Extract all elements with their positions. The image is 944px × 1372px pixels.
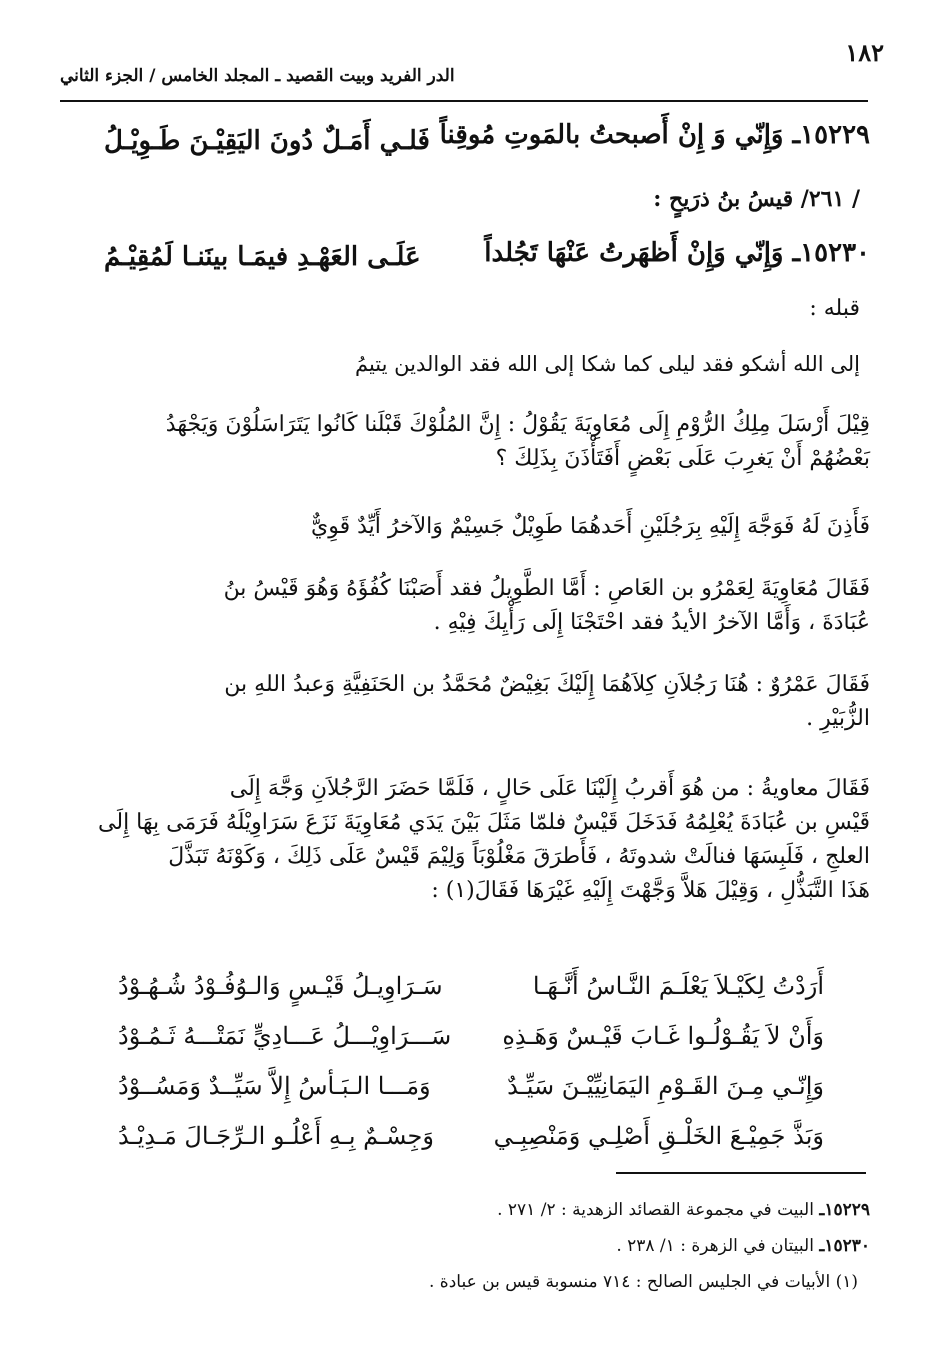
poem-line-2-second: سَـــرَاوِيْـــلُ عَـــادِيٍّ نَمَتْـــهُ ثَـمُـوْدُ (118, 1022, 452, 1050)
paragraph-4 (74, 668, 870, 736)
footnote-1 (497, 1200, 870, 1220)
text-line: الزُّبَيْرِ . (806, 706, 870, 731)
poem-line-2-first: وَأَنْ لاَ يَقُـوْلُـوا غَـابَ قَيْـسٌ وَهَـذِهِ (502, 1022, 824, 1050)
verse-15229-second: فَلـي أَمَـلٌ دُونَ اليَقِيْـنَ طَـوِيْـلُ (104, 126, 430, 156)
footnote-text: البيت في مجموعة القصائد الزهدية : ٢/ ٢٧١ . (497, 1200, 814, 1220)
paragraph-1 (74, 408, 870, 476)
prior-verse: إلى الله أشكو فقد ليلى كما شكا إلى الله فقد الوالدين يتيمُ (354, 352, 860, 376)
footnote-number: (١) (835, 1272, 858, 1292)
text-line: قِيْلَ أَرْسَلَ مِلِكُ الرُّوْمِ إِلَى مُعَاوِيَةَ يَقُوْلُ : إِنَّ المُلُوْكَ قَبْلَنا كَانُوا يَتَرَاسَلُوْنَ وَيَجْهَدُ (165, 412, 870, 437)
footnote-3 (429, 1272, 858, 1292)
text-line: فَأَذِنَ لَهُ فَوَجَّهَ إِلَيْهِ بِرَجُلَيْنِ أَحَدهُمَا طَوِيْلٌ جَسِيْمٌ وَالآخرُ أَيِّدٌ قَوِيٌّ (310, 514, 870, 539)
verse-number: ١٥٢٢٩ـ (792, 120, 870, 150)
text-line: عُبَادَةَ ، وَأَمَّا الآخرُ الأيدُ فقد احْتَجْنَا إِلَى رَأْيِكَ فِيْهِ . (433, 610, 870, 635)
section-heading: / ٢٦١/ قيسُ بنُ ذرَيحٍ : (653, 186, 860, 212)
verse-15230-second: عَلَـى العَهْـدِ فيمَـا بينَنـا لَمُقِيْـمُ (104, 242, 421, 272)
poem-line-4-second: وَجِسْـمٌ بِـهِ أَعْلُـو الـرِّجَـالَ مَـدِيْـدُ (118, 1122, 434, 1150)
footnote-rule (616, 1172, 866, 1174)
paragraph-3 (74, 572, 870, 640)
text-line: فَقَالَ عَمْرُوٌ : هُنَا رَجُلاَنِ كِلاَهُمَا إِلَيْكَ بَغِيْضٌ مُحَمَّدُ بن الحَنَفِيَّةِ وَعبدُ اللهِ بن (224, 672, 870, 697)
poem-line-3-second: وَمَـــا الـبَـأسُ إِلاَّ سَيِّــدٌ وَمَسُــوْدُ (118, 1072, 431, 1100)
poem-line-1-second: سَـرَاوِيـلُ قَيْـسٍ وَالـوُفُـوْدُ شُـهُـوْدُ (118, 972, 443, 1000)
verse-number: ١٥٢٣٠ـ (792, 238, 870, 268)
text-line: فَقَالَ معاويةُ : من هُوَ أَقربُ إِلَيْنَا عَلَى حَالٍ ، فَلَمَّا حَضَرَ الرَّجُلاَنِ وَجَّهَ إِلَى (229, 776, 870, 801)
poem-line-4-first: وَبَذَّ جَمِيْـعَ الخَلْـقِ أَصْلِـي وَمَنْصِبِـي (493, 1122, 824, 1150)
paragraph-5 (74, 772, 870, 908)
text-line: قَيْسِ بن عُبَادَةَ يُعْلِمُهُ فَدَخَلَ قَيْسٌ فلمّا مَثَلَ بَيْنَ يَدَي مُعَاوِيَةَ نَزَعَ سَرَاوِيْلَهُ فَرَمَى بِهَا إِلَى (98, 810, 870, 835)
footnote-text: الأبيات في الجليس الصالح : ٧١٤ منسوبة قيس بن عبادة . (428, 1272, 831, 1292)
qablahu-label: قبله : (809, 296, 860, 321)
text-line: فَقَالَ مُعَاوِيَةَ لِعَمْرُو بن العَاصِ : أَمَّا الطَّوِيلُ فقد أَصَبْنَا كُفُؤَهُ وَهُوَ قَيْسُ بنُ (223, 576, 870, 601)
footnote-2 (616, 1236, 870, 1256)
running-title: الدر الفريد وبيت القصيد ـ المجلد الخامس / الجزء الثاني (60, 66, 455, 86)
verse-15230-first (484, 238, 870, 268)
poem-line-1-first: أَرَدْتُ لِكَيْـلاَ يَعْلَـمَ النَّـاسُ أَنَّـهَـا (532, 972, 824, 1000)
hemistich-first: وَإِنّي وَ إِنْ أَصبحتُ بالمَوتِ مُوقِناً (439, 120, 784, 150)
hemistich-first: وَإِنّي وَإِنْ أَظهَرتُ عَنْهَا تَجُلداً (484, 238, 784, 268)
paragraph-2 (74, 510, 870, 544)
verse-15229-first (440, 120, 870, 150)
footnote-text: البيتان في الزهرة : ١/ ٢٣٨ . (616, 1236, 814, 1256)
poem-line-3-first: وَإِنّـي مِـنَ القَـوْمِ اليَمَانِيِّيْـنَ سَيِّـدٌ (507, 1072, 824, 1100)
text-line: العلجِ ، فَلَبِسَهَا فنالَتْ شدوتَهُ ، فَأَطرَقَ مَغْلُوْبَاً وَلِيْمَ قَيْسٌ عَلَى ذَلِكَ ، وَكَوْنَهُ تَبَذَّلَ (168, 844, 870, 869)
header-rule (60, 100, 868, 102)
footnote-number: ١٥٢٣٠ـ (819, 1236, 870, 1256)
footnote-number: ١٥٢٢٩ـ (819, 1200, 870, 1220)
text-line: بَعْضُهُمْ أَنْ يَغرِبَ عَلَى بَعْضٍ أَفَتَأْذَنَ بِذَلِكَ ؟ (495, 446, 870, 471)
page-number: ١٨٢ (845, 38, 884, 67)
text-line: هَذَا التَّبَذُّلِ ، وَقِيْلَ هَلاَّ وَجَّهْتَ إِلَيْهِ غَيْرَهَا فَقَالَ(١) : (431, 878, 870, 903)
